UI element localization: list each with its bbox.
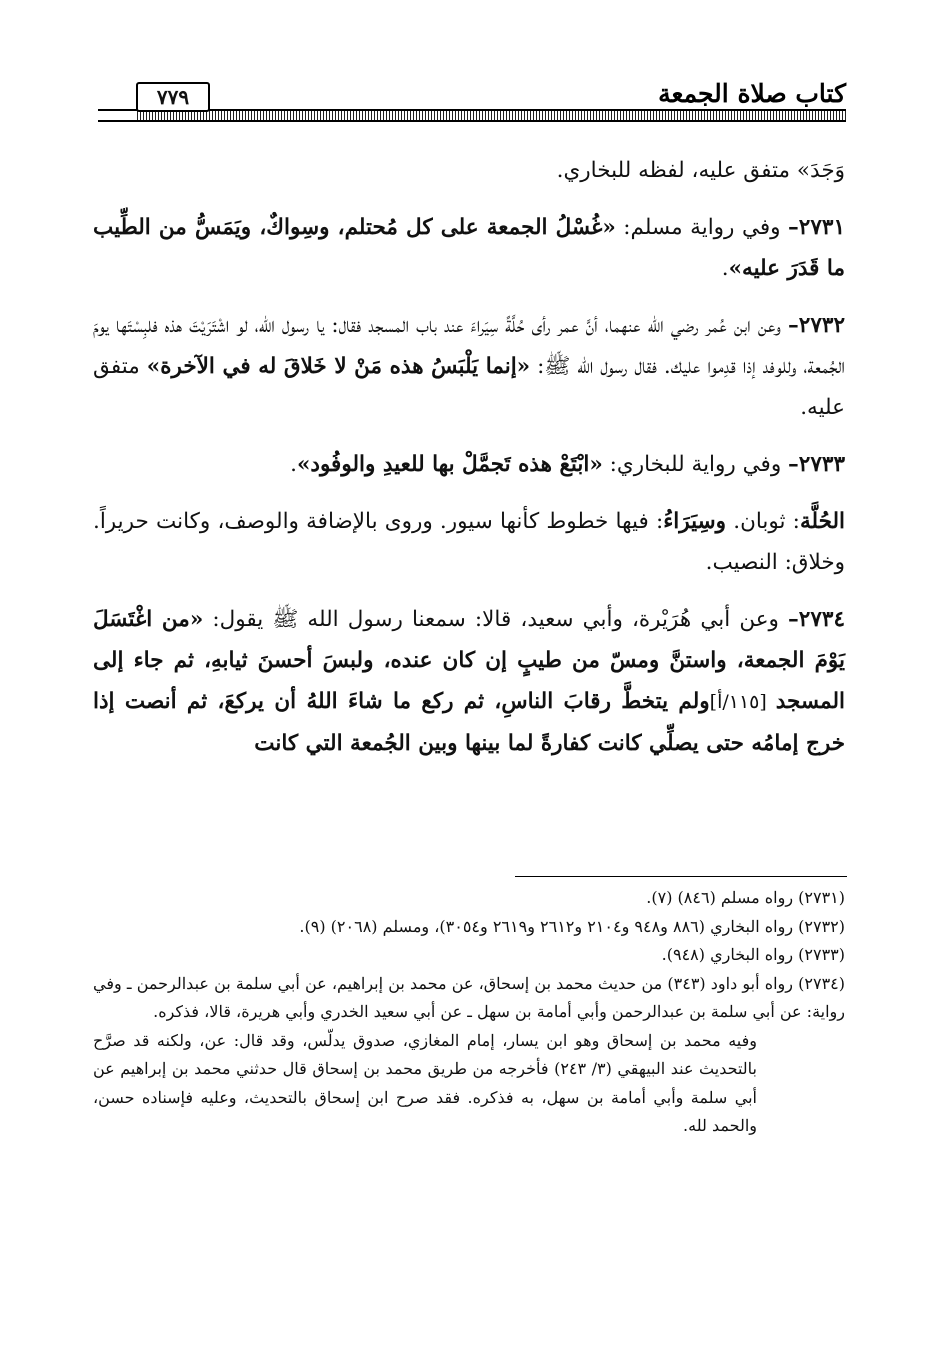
hadith-number: ٢٧٣١– bbox=[788, 215, 845, 240]
header-rule bbox=[98, 109, 846, 122]
glossary-text: : ثوبان. bbox=[726, 509, 800, 534]
glossary-term: الحُلَّة bbox=[799, 509, 845, 534]
running-title: كتاب صلاة الجمعة bbox=[658, 79, 846, 108]
hadith-2731 bbox=[93, 207, 845, 289]
footnote: (٢٧٣٣) رواه البخاري (٩٤٨). bbox=[661, 945, 845, 964]
paragraph-text: وَجَدَ» متفق عليه، لفظه للبخاري. bbox=[556, 158, 845, 183]
hadith-number: ٢٧٣٢– bbox=[788, 313, 845, 338]
footnote-divider bbox=[515, 876, 847, 877]
hadith-quote: ولم يتخطَّ رقابَ الناسِ، ثم ركع ما شاءَ اللهُ أن يركعَ، ثم أنصت إذا خرج إمامُه حتى يصلِّي كانت كفارةً لما بينها وبين الجُمعة التي كانت bbox=[93, 689, 845, 756]
hadith-intro: وفي رواية مسلم: bbox=[615, 215, 789, 240]
footnote: (٢٧٣٢) رواه البخاري (٨٨٦ و٩٤٨ و٢١٠٤ و٢٦١٢ و٢٦١٩ و٣٠٥٤)، ومسلم (٢٠٦٨) (٩). bbox=[299, 916, 845, 936]
hadith-end: . bbox=[290, 452, 297, 477]
glossary-text: : فيها خطوط كأنها سيور. وروى بالإضافة والوصف، وكانت حريراً. وخلاق: النصيب. bbox=[93, 509, 845, 575]
hadith-quote: «ابْتَعْ هذه تَجمَّلْ بها للعيدِ والوفُود» bbox=[296, 452, 603, 477]
paragraph-continuation bbox=[93, 150, 845, 191]
hadith-intro: وفي رواية للبخاري: bbox=[602, 452, 789, 477]
hadith-2732 bbox=[93, 305, 845, 428]
glossary-term: وسِيَرَاءُ bbox=[663, 509, 727, 534]
hadith-number: ٢٧٣٤– bbox=[788, 607, 845, 632]
hadith-end: . bbox=[721, 256, 729, 281]
hadith-2733 bbox=[93, 444, 845, 485]
hadith-intro: وعن أبي هُرَيْرة، وأبي سعيد، قالا: سمعنا رسول الله ﷺ يقول: bbox=[203, 607, 789, 632]
hadith-end: متفق عليه. bbox=[93, 354, 845, 420]
hadith-intro: وعن ابن عُمر رضي الله عنهما، أنَّ عمر رأى حُلَّةً سِيَراءَ عند باب المسجد فقال: يا رسول الله، لو اشْتَرَيْتَ هذه فلبِسْتَها يومَ الجُمعة، وللوفد إذا قدِموا عليك. فقال رسول الله ﷺ: bbox=[93, 313, 845, 379]
page-header bbox=[98, 76, 846, 120]
footnote: (٢٧٣١) رواه مسلم (٨٤٦) (٧). bbox=[646, 888, 845, 907]
footnote-continuation: وفيه محمد بن إسحاق وهو ابن يسار، إمام المغازي، صدوق يدلّس، وقد قال: عن، ولكنه قد صرَّح بالتحديث عند البيهقي (٣/ ٢٤٣) فأخرجه من طريق محمد بن إسحاق قال حدثني محمد بن إبراهيم عن أبي سلمة وأبي أمامة بن سهل، به فذكره. فقد صرح ابن إسحاق بالتحديث، وعليه فإسناده حسن، والحمد لله. bbox=[93, 1030, 757, 1135]
hadith-quote: «إنما يَلْبَسُ هذه مَنْ لا خَلاقَ له في الآخرة» bbox=[146, 354, 531, 379]
hadith-quote: «من اغْتَسَلَ يَوْمَ الجمعة، واستنَّ ومسّ من طيبٍ إن كان عنده، ولبسَ أحسنَ ثيابهِ، ثم جاء إلى المسجد bbox=[93, 607, 845, 714]
main-text bbox=[93, 150, 845, 780]
hadith-quote: «غُسْلُ الجمعة على كل مُحتلم، وسِواكٌ، ويَمَسُّ من الطِّيب ما قَدَرَ عليه» bbox=[93, 215, 845, 281]
footnotes bbox=[93, 884, 845, 1141]
hadith-2734 bbox=[93, 599, 845, 764]
hadith-number: ٢٧٣٣– bbox=[788, 452, 845, 477]
glossary-paragraph bbox=[93, 501, 845, 583]
page-number: ٧٧٩ bbox=[136, 82, 210, 112]
manuscript-folio-ref: [١١٥/أ] bbox=[709, 691, 776, 713]
header-rule-left-cap bbox=[98, 109, 136, 122]
footnote: (٢٧٣٤) رواه أبو داود (٣٤٣) من حديث محمد بن إسحاق، عن محمد بن إبراهيم، عن أبي سلمة بن عبدالرحمن ـ وفي رواية: عن أبي سلمة بن عبدالرحمن وأبي أمامة بن سهل ـ عن أبي سعيد الخدري وأبي هريرة، قالا، فذكره. bbox=[93, 973, 845, 1021]
